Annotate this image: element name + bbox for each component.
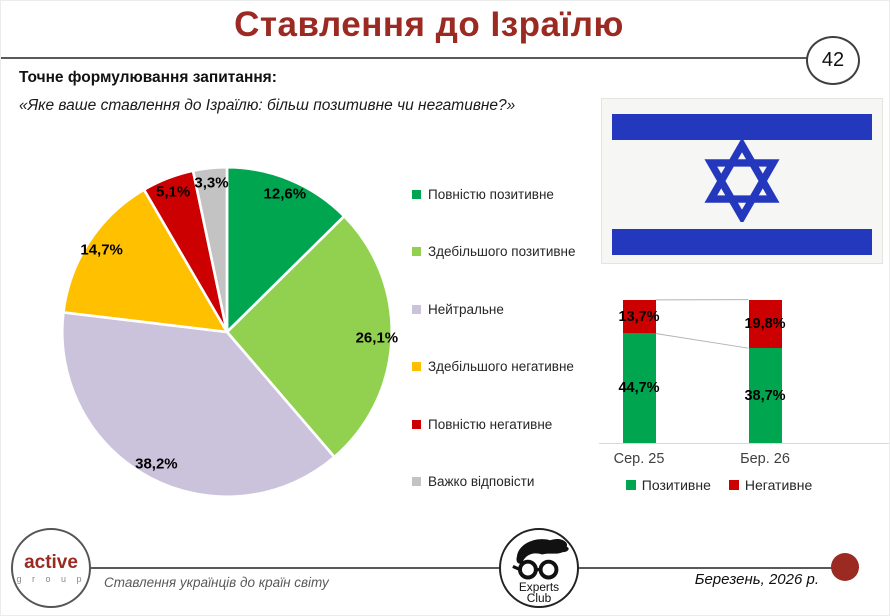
star-of-david-icon bbox=[701, 140, 783, 222]
legend-swatch bbox=[412, 305, 421, 314]
bar-legend-item bbox=[626, 477, 711, 493]
pie-legend-label: Повністю негативне bbox=[428, 416, 553, 432]
pie-legend-label: Здебільшого негативне bbox=[428, 359, 574, 375]
bar-value-label: 38,7% bbox=[744, 387, 786, 404]
footer-divider-left bbox=[89, 567, 501, 569]
page-number: 42 bbox=[821, 49, 845, 71]
bar-legend-item bbox=[729, 477, 812, 493]
legend-swatch bbox=[412, 247, 421, 256]
pie-value-label: 12,6% bbox=[263, 185, 307, 203]
legend-swatch bbox=[412, 190, 421, 199]
legend-swatch bbox=[626, 480, 636, 490]
active-logo-subtext: g r o u p bbox=[16, 573, 86, 584]
header-divider bbox=[1, 57, 807, 59]
pie-legend-item bbox=[412, 302, 597, 317]
pie-value-label: 38,2% bbox=[135, 455, 178, 473]
legend-swatch bbox=[412, 420, 421, 429]
bar-value-label: 13,7% bbox=[618, 308, 660, 325]
pie-value-label: 5,1% bbox=[155, 183, 191, 201]
pie-value-label: 26,1% bbox=[355, 329, 399, 347]
bar-chart-axis bbox=[599, 443, 890, 444]
flag-stripe-bottom bbox=[612, 229, 872, 255]
footer-accent-dot bbox=[831, 553, 859, 581]
experts-club-logo bbox=[499, 528, 579, 608]
bar-legend-label: Негативне bbox=[744, 477, 813, 493]
israel-flag bbox=[601, 98, 883, 264]
experts-logo-line1: Experts bbox=[518, 579, 560, 594]
pie-legend-label: Здебільшого позитивне bbox=[428, 244, 576, 260]
footer-date: Березень, 2026 р. bbox=[694, 571, 819, 588]
pie-legend-label: Повністю позитивне bbox=[428, 187, 554, 202]
active-logo-text: active bbox=[24, 551, 78, 573]
pie-chart bbox=[54, 159, 400, 505]
pie-legend-item bbox=[412, 187, 597, 202]
bar-value-label: 44,7% bbox=[618, 380, 660, 397]
pie-legend-label: Важко відповісти bbox=[428, 473, 535, 489]
pie-legend-item bbox=[412, 244, 597, 259]
legend-swatch bbox=[412, 477, 421, 486]
series-connector-line bbox=[656, 333, 749, 348]
pie-legend-item bbox=[412, 474, 597, 489]
experts-club-icon bbox=[501, 530, 577, 606]
pie-chart-labels bbox=[54, 159, 400, 505]
pie-legend bbox=[412, 187, 597, 489]
pie-legend-item bbox=[412, 359, 597, 374]
bar-legend-label: Позитивне bbox=[641, 477, 711, 493]
footer-series-title: Ставлення українців до країн світу bbox=[104, 575, 329, 590]
pie-value-label: 14,7% bbox=[80, 241, 123, 259]
page-number-badge bbox=[806, 36, 860, 85]
flag-stripe-top bbox=[612, 114, 872, 140]
page-title: Ставлення до Ізраїлю bbox=[234, 5, 624, 44]
bar-category-label: Бер. 26 bbox=[740, 451, 790, 467]
bar-value-label: 19,8% bbox=[744, 315, 786, 332]
question-text: «Яке ваше ставлення до Ізраїлю: більш позитивне чи негативне?» bbox=[19, 97, 516, 114]
footer-divider-right bbox=[577, 567, 839, 569]
pie-legend-label: Нейтральне bbox=[428, 301, 504, 317]
question-label: Точне формулювання запитання: bbox=[19, 69, 277, 86]
active-group-logo bbox=[11, 528, 91, 608]
bar-chart-legend bbox=[599, 477, 839, 493]
legend-swatch bbox=[412, 362, 421, 371]
experts-logo-line2: Club bbox=[526, 591, 552, 606]
pie-legend-item bbox=[412, 417, 597, 432]
legend-swatch bbox=[729, 480, 739, 490]
bar-category-label: Сер. 25 bbox=[613, 451, 665, 467]
pie-value-label: 3,3% bbox=[194, 174, 229, 192]
trend-bar-chart bbox=[599, 289, 890, 505]
